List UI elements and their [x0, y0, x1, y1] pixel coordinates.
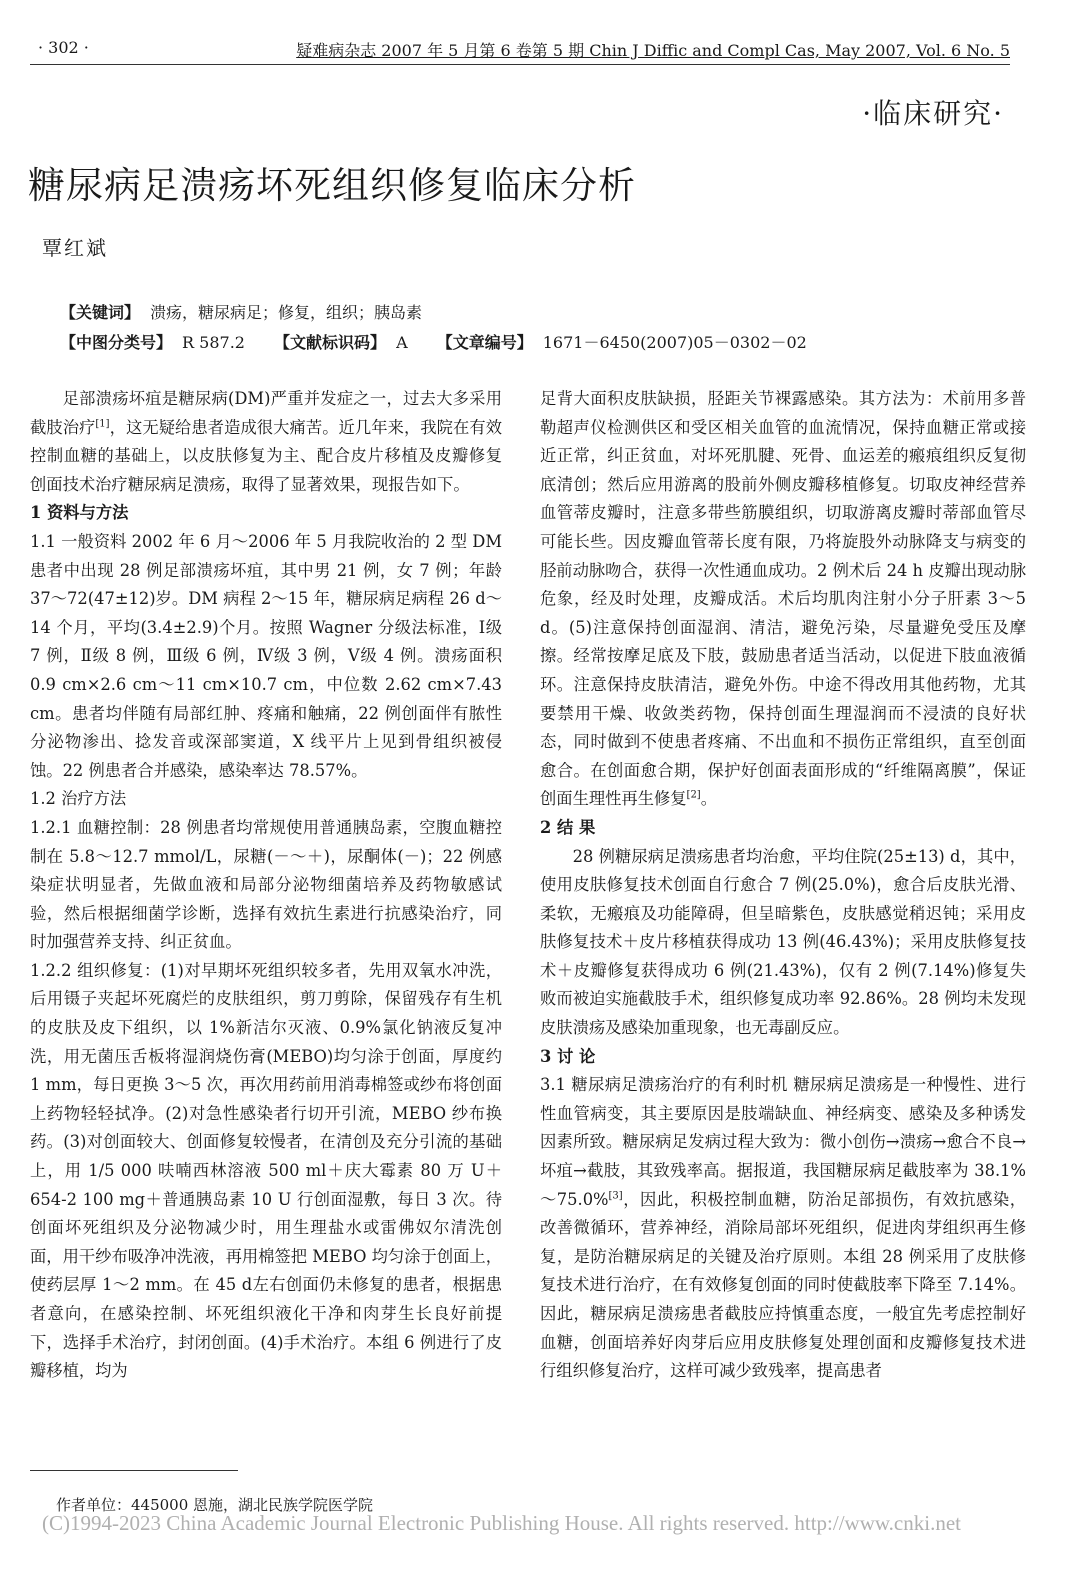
classification-line	[60, 330, 807, 353]
reference-marker[interactable]: [2]	[686, 789, 701, 801]
tissue-repair-paragraph: 1.2.2 组织修复：(1)对早期坏死组织较多者，先用双氧水冲洗，后用镊子夹起坏死腐烂的皮肤组织，剪刀剪除，保留残存有生机的皮肤及皮下组织，以 1%新洁尔灭液、0.9%氯化钠液反复冲洗，用无菌压舌板将湿润烧伤膏(MEBO)均匀涂于创面，厚度约 1 mm，每日更换 3～5 次，再次用药前用消毒棉签或纱布将创面上药物轻轻拭净。(2)对急性感染者行切开引流，MEBO 纱布换药。(3)对创面较大、创面修复较慢者，在清创及充分引流的基础上，用 1/5 000 呋喃西林溶液 500 ml＋庆大霉素 80 万 U＋654-2 100 mg＋普通胰岛素 10 U 行创面湿敷，每日 3 次。待创面坏死组织及分泌物减少时，用生理盐水或雷佛奴尔清洗创面，用干纱布吸净冲洗液，再用棉签把 MEBO 均匀涂于创面上，使药层厚 1～2 mm。在 45 d左右创面仍未修复的患者，根据患者意向，在感染控制、坏死组织液化干净和肉芽生长良好前提下，选择手术治疗，封闭创面。(4)手术治疗。本组 6 例进行了皮瓣移植，均为	[30, 960, 502, 1381]
clc-label: 【中图分类号】	[60, 333, 173, 352]
keywords-value: 溃疡，糖尿病足；修复，组织；胰岛素	[150, 303, 423, 322]
article-number-value: 1671－6450(2007)05－0302－02	[542, 333, 807, 352]
journal-citation: 疑难病杂志 2007 年 5 月第 6 卷第 5 期 Chin J Diffic and Compl Cas, May 2007, Vol. 6 No. 5	[296, 41, 1010, 60]
doc-code-value: A	[396, 333, 408, 352]
keywords-label: 【关键词】	[60, 303, 141, 322]
section-heading-results: 2 结 果	[540, 817, 596, 837]
subsection-heading-treatment: 1.2 治疗方法	[30, 789, 127, 809]
flap-text-a: 足背大面积皮肤缺损，胫距关节裸露感染。其方法为：术前用多普勒超声仪检测供区和受区相关血管的血流情况，保持血糖正常或接近正常，纠正贫血，对坏死肌腱、死骨、血运差的瘢痕组织反复彻底清创；然后应用游离的股前外侧皮瓣移植修复。切取皮神经营养血管蒂皮瓣时，注意多带些筋膜组织，切取游离皮瓣时蒂部血管尽可能长些。因皮瓣血管蒂长度有限，乃将旋股外动脉降支与病变的胫前动脉吻合，获得一次性通血成功。2 例术后 24 h 皮瓣出现动脉危象，经及时处理，皮瓣成活。术后均肌肉注射小分子肝素 3～5 d。(5)注意保持创面湿润、清洁，避免污染，尽量避免受压及摩擦。经常按摩足底及下肢，鼓励患者适当活动，以促进下肢血液循环。注意保持皮肤清洁，避免外伤。中途不得改用其他药物，尤其要禁用干燥、收敛类药物，保持创面生理湿润而不浸渍的良好状态，同时做到不使患者疼痛、不出血和不损伤正常组织，直至创面愈合。在创面愈合期，保护好创面表面形成的“纤维隔离膜”，保证创面生理性再生修复	[540, 389, 1026, 809]
author: 覃红斌	[42, 236, 108, 260]
header-rule	[30, 64, 1010, 65]
section-tag: ·临床研究·	[862, 97, 1004, 130]
running-header	[30, 38, 1040, 60]
discussion-text-b: ，因此，积极控制血糖，防治足部损伤，有效抗感染，改善微循环，营养神经，消除局部坏死组织，促进肉芽组织再生修复，是防治糖尿病足的关键及治疗原则。本组 28 例采用了皮肤修复技术进行治疗，在有效修复创面的同时使截肢率下降至 7.14%。因此，糖尿病足溃疡患者截肢应持慎重态度，一般宜先考虑控制好血糖，创面培养好肉芽后应用皮肤修复处理创面和皮瓣修复技术进行组织修复治疗，这样可减少致残率，提高患者	[540, 1189, 1026, 1381]
discussion-paragraph	[540, 1071, 1026, 1386]
glucose-control-paragraph: 1.2.1 血糖控制：28 例患者均常规使用普通胰岛素，空腹血糖控制在 5.8～12.7 mmol/L，尿糖(－～＋)，尿酮体(－)；22 例感染症状明显者，先做血液和局部分泌物细菌培养及药物敏感试验，然后根据细菌学诊断，选择有效抗生素进行抗感染治疗，同时加强营养支持、纠正贫血。	[30, 817, 502, 952]
right-column	[540, 385, 1026, 1386]
flap-surgery-paragraph	[540, 385, 1026, 814]
doc-code-label: 【文献标识码】	[274, 333, 387, 352]
intro-text-a: 足部溃疡坏疽是糖尿病(DM)严重并发症之一，过去大多采用截肢治疗	[30, 389, 502, 437]
footnote-rule	[30, 1470, 238, 1471]
author-affiliation: 作者单位：445000 恩施，湖北民族学院医学院	[56, 1496, 374, 1514]
left-column	[30, 385, 502, 1386]
flap-text-b: 。	[700, 789, 718, 809]
page-number: · 302 ·	[38, 38, 89, 57]
section-heading-methods: 1 资料与方法	[30, 503, 129, 523]
general-data-paragraph: 1.1 一般资料 2002 年 6 月～2006 年 5 月我院收治的 2 型 DM 患者中出现 28 例足部溃疡坏疽，其中男 21 例，女 7 例；年龄 37～72(47±12)岁。DM 病程 2～15 年，糖尿病足病程 26 d～14 个月，平均(3.4±2.9)个月。按照 Wagner 分级法标准，Ⅰ级 7 例，Ⅱ级 8 例，Ⅲ级 6 例，Ⅳ级 3 例，Ⅴ级 4 例。溃疡面积 0.9 cm×2.6 cm～11 cm×10.7 cm，中位数 2.62 cm×7.43 cm。患者均伴随有局部红肿、疼痛和触痛，22 例创面伴有脓性分泌物渗出、捻发音或深部窦道，X 线平片上见到骨组织被侵蚀。22 例患者合并感染，感染率达 78.57%。	[30, 531, 502, 780]
article-title: 糖尿病足溃疡坏死组织修复临床分析	[28, 164, 636, 207]
article-number-label: 【文章编号】	[436, 333, 533, 352]
discussion-text-a: 3.1 糖尿病足溃疡治疗的有利时机 糖尿病足溃疡是一种慢性、进行性血管病变，其主要原因是肢端缺血、神经病变、感染及多种诱发因素所致。糖尿病足发病过程大致为：微小创伤→溃疡→愈合不良→坏疽→截肢，其致残率高。据报道，我国糖尿病足截肢率为 38.1%～75.0%	[540, 1075, 1026, 1209]
section-heading-discussion: 3 讨 论	[540, 1046, 596, 1066]
reference-marker[interactable]: [3]	[608, 1190, 623, 1202]
keywords-line	[60, 300, 422, 323]
reference-marker[interactable]: [1]	[95, 418, 110, 430]
clc-value: R 587.2	[182, 333, 245, 352]
copyright-watermark: (C)1994-2023 China Academic Journal Electronic Publishing House. All rights reserved. http://www.cnki.net	[42, 1511, 961, 1535]
intro-text-b: ，这无疑给患者造成很大痛苦。近几年来，我院在有效控制血糖的基础上，以皮肤修复为主、配合皮片移植及皮瓣修复创面技术治疗糖尿病足溃疡，取得了显著效果，现报告如下。	[30, 417, 502, 494]
results-paragraph: 28 例糖尿病足溃疡患者均治愈，平均住院(25±13) d，其中，使用皮肤修复技术创面自行愈合 7 例(25.0%)，愈合后皮肤光滑、柔软，无瘢痕及功能障碍，但呈暗紫色，皮肤感觉稍迟钝；采用皮肤修复技术＋皮片移植获得成功 13 例(46.43%)；采用皮肤修复技术＋皮瓣修复获得成功 6 例(21.43%)，仅有 2 例(7.14%)修复失败而被迫实施截肢手术，组织修复成功率 92.86%。28 例均未发现皮肤溃疡及感染加重现象，也无毒副反应。	[540, 846, 1026, 1038]
intro-paragraph	[30, 385, 502, 499]
